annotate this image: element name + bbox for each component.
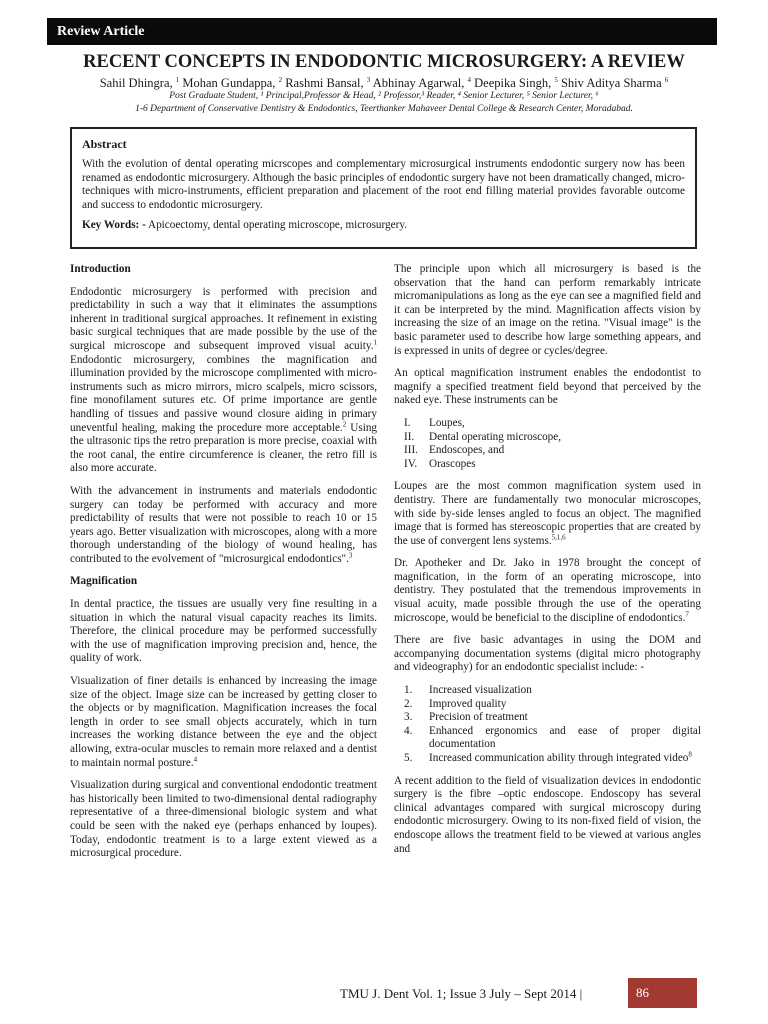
heading-magnification: Magnification — [70, 575, 138, 588]
author-list: Sahil Dhingra, $^1$ Mohan Gundappa, $^2$ Rashmi Bansal, $^3$ Abhinay Agarwal, $^4$ Deepika Singh, $^5$ Shiv Aditya Sharma $^6$ — [99, 75, 669, 90]
right-paragraph-3: Loupes are the most common magnification system used in dentistry. There are fundamentally two monocular microscopes, with side by-side lenses angled to focus an object. The magnified image that is formed has stereoscopic properties that are created by the use of convergent lens systems.$^{5,1,6}$ — [394, 480, 701, 547]
instrument-list — [394, 417, 701, 471]
magnification-paragraph-2: Visualization of finer details is enhanced by increasing the image size of the object. Image size can be increased by getting closer to the objects or by magnification. Magnification increases the focal length in order to see small objects accurately, which in turn increases the working distance between the eye and the object allowing, extra-ocular muscles to remain more relaxed and a dentist to maintain normal posture.$^4$ — [70, 675, 377, 769]
magnification-paragraph-3: Visualization during surgical and conventional endodontic treatment has historically been limited to two-dimensional dental radiography representative of a three-dimensional biologic system and what could be seen with the naked eye (perhaps enhanced by loupes). Today, endodontic treatment is to a large extent viewed as a microsurgical procedure. — [70, 779, 377, 860]
abstract-text: With the evolution of dental operating micrscopes and complementary microsurgical instruments endodontic surgery now has been renamed as endodontic microsurgery. Although the basic principles of endodontic surgery have not been dramatically changed, micro-techniques with micro-instruments, efficient preparation and placement of the root end filling material provides favorable outcome and success to endodontic microsurgery. — [82, 158, 685, 211]
article-title: RECENT CONCEPTS IN ENDODONTIC MICROSURGERY: A REVIEW — [83, 52, 685, 72]
list-item: I. Loupes, — [404, 416, 465, 429]
right-paragraph-6: A recent addition to the field of visualization devices in endodontic surgery is the fibre –optic endoscope. Endoscopy has several clinical advantages compared with surgical microscopy during endodontic microsurgery. Owing to its non-fixed field of vision, the endoscope allows the treatment field to be viewed at various angles and — [394, 774, 701, 855]
right-paragraph-2: An optical magnification instrument enables the endodontist to magnify a specified treatment field beyond that perceived by the naked eye. These instruments can be — [394, 367, 701, 407]
right-paragraph-4: Dr. Apotheker and Dr. Jako in 1978 brought the concept of magnification, in the form of an operating microscope, into dentistry. They postulated that the tremendous improvements in visual acuity, made possible through the use of the operating microscope, would be beneficial to the discipline of endodontics.$^7$ — [394, 557, 701, 624]
list-item: IV. Orascopes — [404, 457, 476, 470]
article-type-banner: Review Article — [47, 18, 717, 45]
list-item: 4. Enhanced ergonomics and ease of proper digital documentation — [404, 724, 701, 751]
keywords — [82, 219, 685, 231]
right-column — [394, 263, 701, 865]
author-1: Mohan Gundappa, — [182, 76, 276, 90]
abstract-heading: Abstract — [82, 137, 127, 151]
abstract-box — [70, 127, 697, 249]
heading-introduction: Introduction — [70, 263, 131, 275]
author-5: Shiv Aditya Sharma — [560, 76, 662, 90]
list-item: 2. Improved quality — [404, 697, 507, 710]
list-item: III. Endoscopes, and — [404, 444, 505, 457]
author-4: Deepika Singh, — [474, 76, 552, 90]
affiliation-department: 1-6 Department of Conservative Dentistry & Endodontics, Teerthanker Mahaveer Dental College & Research Center, Moradabad. — [135, 104, 633, 114]
list-item: 1. Increased visualization — [404, 684, 532, 697]
keywords-label: Key Words: - — [82, 219, 146, 232]
list-item: 3. Precision of treatment — [404, 711, 528, 724]
author-3: Abhinay Agarwal, — [372, 76, 465, 90]
author-2: Rashmi Bansal, — [285, 76, 364, 90]
journal-citation: TMU J. Dent Vol. 1; Issue 3 July – Sept 2014 | — [340, 986, 583, 1001]
magnification-paragraph-1: In dental practice, the tissues are usually very fine resulting in a situation in which the natural visual capacity reaches its limits. Therefore, the clinical procedure may be performed successfully with the use of magnification improving precision and, hence, the quality of work. — [70, 598, 377, 665]
author-0: Sahil Dhingra, — [99, 76, 173, 90]
keywords-value: Apicoectomy, dental operating microscope, microsurgery. — [148, 219, 407, 232]
list-item: 5. Increased communication ability through integrated video$^8$ — [404, 750, 692, 764]
page-number: 86 — [628, 978, 697, 1008]
left-column — [70, 263, 377, 870]
intro-paragraph-1: Endodontic microsurgery is performed with precision and predictability in such a way that it eliminates the assumptions inherent in traditional surgical approaches. It refinement in existing basic surgical techniques that are made possible by the use of the surgical microscope and subsequent improved visual acuity.$^1$ Endodontic microsurgery, combines the magnification and illumination provided by the microscope complimented with micro-instruments such as micro mirrors, micro scalpels, micro scissors, fine monofilament sutures etc. Of prime importance are gentle handling of tissues and passive wound closure aiding in primary uneventful healing, making the procedure more acceptable.$^2$ Using the ultrasonic tips the retro preparation is more precise, coaxial with the root canal, the entire circumference is cleaner, the retro fill is also more accurate. — [70, 285, 378, 475]
right-paragraph-1: The principle upon which all microsurgery is based is the observation that the hand can perform remarkably intricate micromanipulations as long as the eye can see a magnified field and it can be interpreted by the mind. Magnification affects vision by increasing the size of an image on the retina. "Visual image" is the basic parameter used to describe how large something appears, and is expressed in units of degree or cycles/degree. — [394, 263, 701, 357]
intro-paragraph-2: With the advancement in instruments and materials endodontic surgery can today be performed with accuracy and more predictability of results that were not possible to reach 10 or 15 years ago. Better visualization with microscopes, along with a more thorough understanding of the biology of wound healing, has contributed to the evolvement of "microsurgical endodontics".$^3$ — [70, 484, 377, 565]
advantages-list — [394, 684, 701, 766]
list-item: II. Dental operating microscope, — [404, 430, 562, 443]
right-paragraph-5: There are five basic advantages in using the DOM and accompanying documentation systems (digital micro photography and videography) for an endodontic specialist include: - — [394, 634, 701, 674]
affiliation-roles: Post Graduate Student, ¹ Principal,Professor & Head, ² Professor,³ Reader, ⁴ Senior Lecturer, ⁵ Senior Lecturer, ⁶ — [169, 91, 599, 101]
